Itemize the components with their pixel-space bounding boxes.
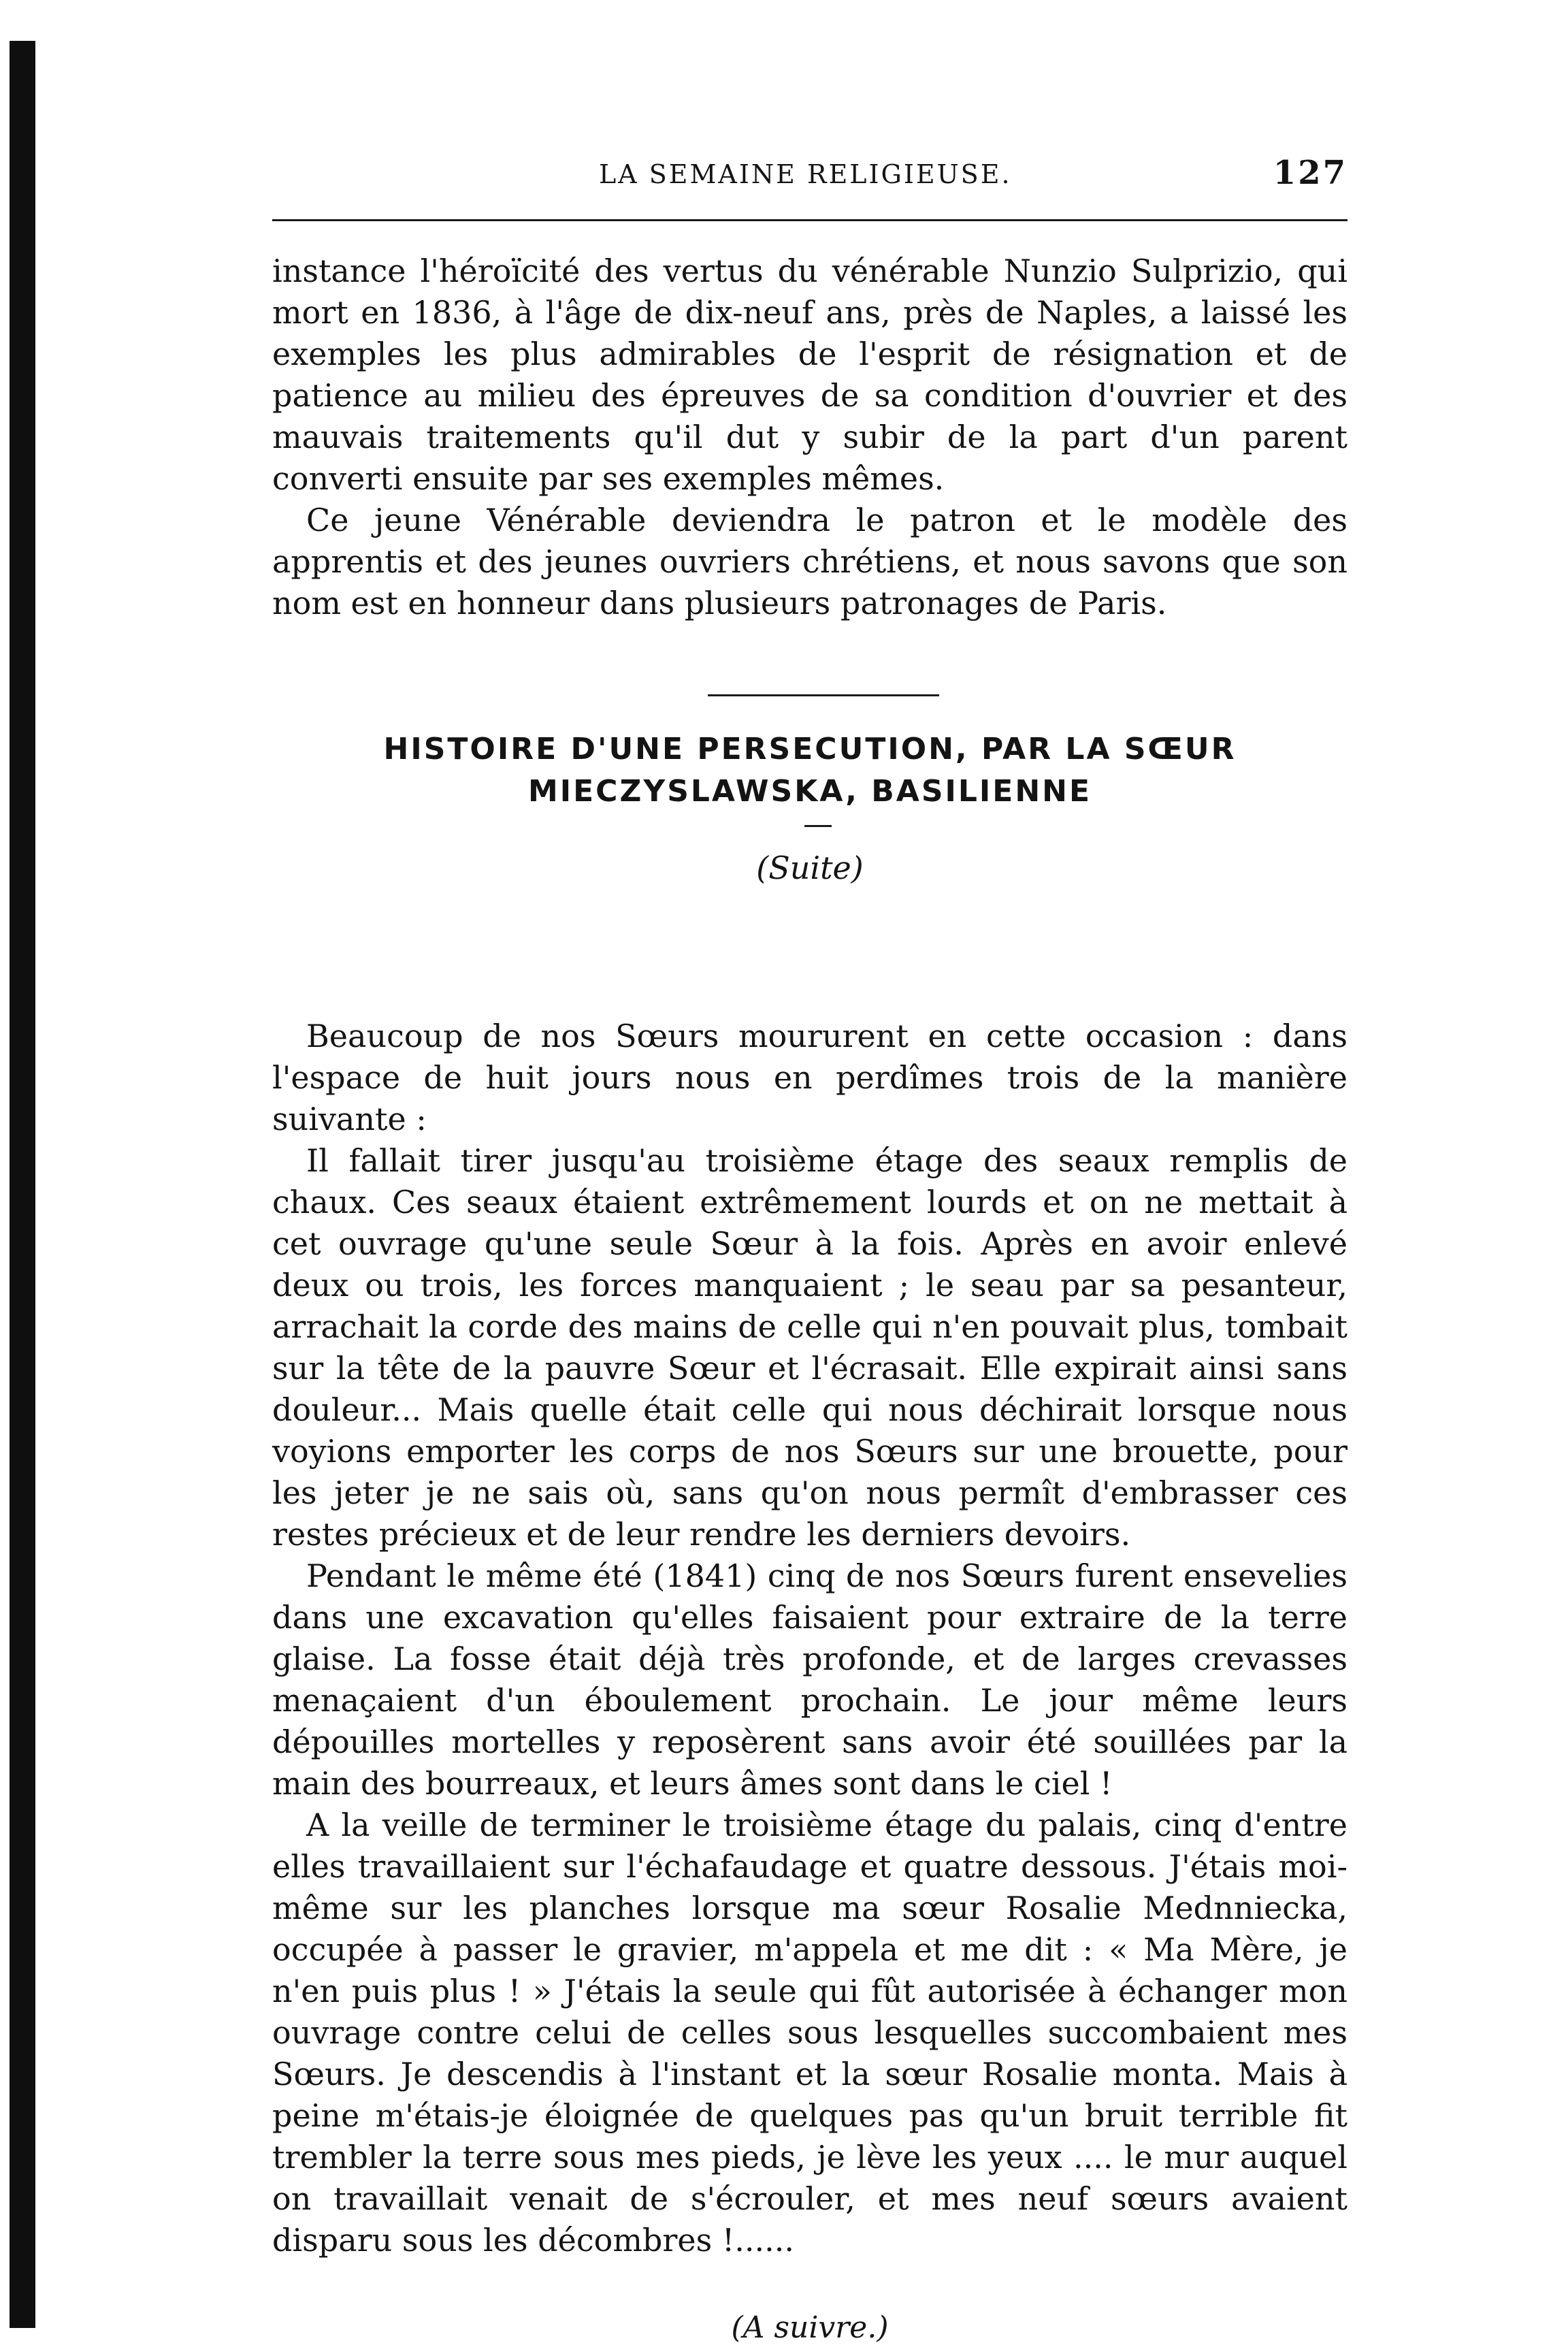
- intro-paragraph-1: instance l'héroïcité des vertus du vénérable Nunzio Sulprizio, qui mort en 1836, à l'âge de dix-neuf ans, près de Naples, a laissé les exemples les plus admirables de l'esprit de résignation et de patience au milieu des épreuves de sa condition d'ouvrier et des mauvais traitements qu'il dut y subir de la part d'un parent converti ensuite par ses exemples mêmes.: [272, 253, 1348, 497]
- section-title: HISTOIRE D'UNE PERSECUTION, PAR LA SŒUR MIECZYSLAWSKA, BASILIENNE: [383, 732, 1237, 809]
- section-paragraph-3: Pendant le même été (1841) cinq de nos Sœurs furent ensevelies dans une excavation qu'elles faisaient pour extraire de la terre glaise. La fosse était déjà très profonde, et de larges crevasses menaçaient d'un éboulement prochain. Le jour même leurs dépouilles mortelles y reposèrent sans avoir été souillées par la main des bourreaux, et leurs âmes sont dans le ciel !: [272, 1557, 1348, 1802]
- header-rule: [272, 219, 1348, 221]
- intro-text: [272, 250, 1348, 624]
- page-number: 127: [1273, 154, 1348, 192]
- scan-binding-edge: [10, 41, 35, 2328]
- section-subtitle: (Suite): [756, 850, 864, 886]
- running-title: LA SEMAINE RELIGIEUSE.: [599, 159, 1012, 189]
- section-text: [272, 1016, 1348, 2261]
- intro-paragraph-2: Ce jeune Vénérable deviendra le patron et le modèle des apprentis et des jeunes ouvriers chrétiens, et nous savons que son nom est en honneur dans plusieurs patronages de Paris.: [272, 502, 1348, 621]
- running-header: [272, 154, 1348, 195]
- to-be-continued: (A suivre.): [731, 2310, 889, 2345]
- section-paragraph-1: Beaucoup de nos Sœurs moururent en cette occasion : dans l'espace de huit jours nous en perdîmes trois de la manière suivante :: [272, 1018, 1348, 1137]
- section-divider: [708, 694, 939, 696]
- section-paragraph-4: A la veille de terminer le troisième étage du palais, cinq d'entre elles travaillaient sur l'échafaudage et quatre dessous. J'étais moi-même sur les planches lorsque ma sœur Rosalie Mednniecka, occupée à passer le gravier, m'appela et me dit : « Ma Mère, je n'en puis plus ! » J'étais la seule qui fût autorisée à échanger mon ouvrage contre celui de celles sous lesquelles succombaient mes Sœurs. Je descendis à l'instant et la sœur Rosalie monta. Mais à peine m'étais-je éloignée de quelques pas qu'un bruit terrible fit trembler la terre sous mes pieds, je lève les yeux .... le mur auquel on travaillait venait de s'écrouler, et mes neuf sœurs avaient disparu sous les décombres !......: [272, 1807, 1348, 2259]
- title-dash: [804, 825, 832, 827]
- section-paragraph-2: Il fallait tirer jusqu'au troisième étage des seaux remplis de chaux. Ces seaux étaient extrêmement lourds et on ne mettait à cet ouvrage qu'une seule Sœur à la fois. Après en avoir enlevé deux ou trois, les forces manquaient ; le seau par sa pesanteur, arrachait la corde des mains de celle qui n'en pouvait plus, tombait sur la tête de la pauvre Sœur et l'écrasait. Elle expirait ainsi sans douleur... Mais quelle était celle qui nous déchirait lorsque nous voyions emporter les corps de nos Sœurs sur une brouette, pour les jeter je ne sais où, sans qu'on nous permît d'embrasser ces restes précieux et de leur rendre les derniers devoirs.: [272, 1142, 1348, 1553]
